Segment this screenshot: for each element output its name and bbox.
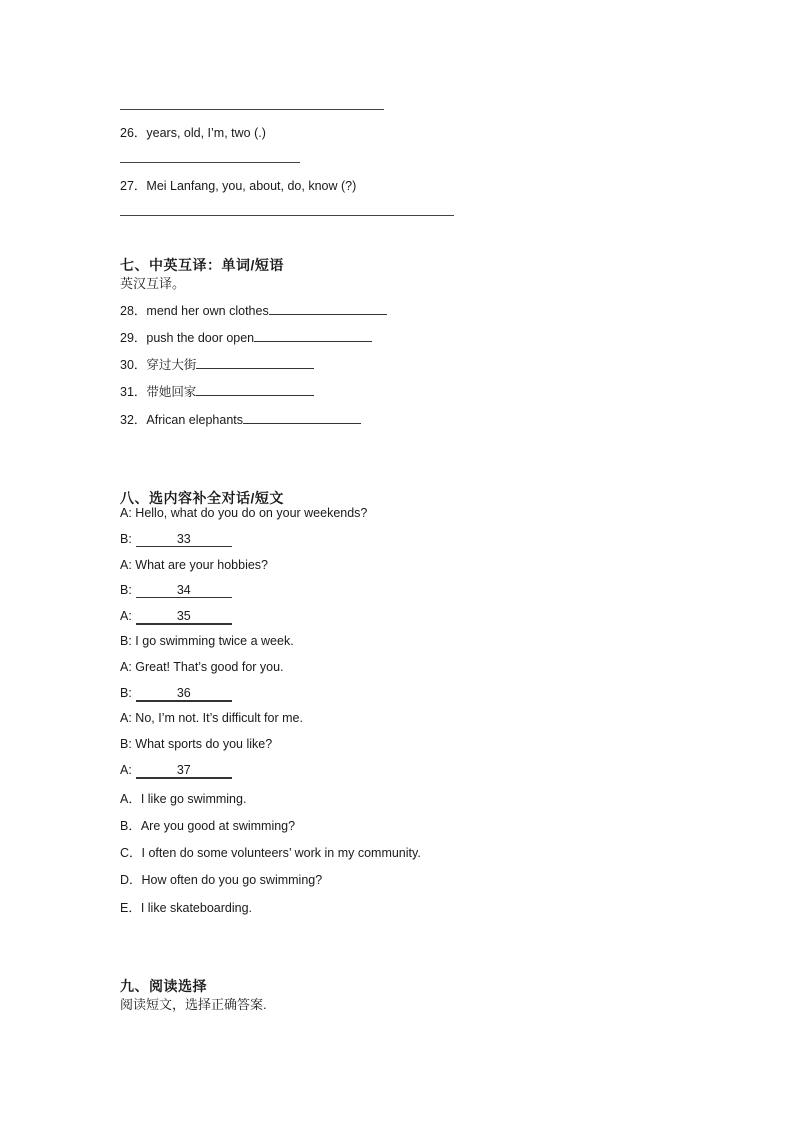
option-a: A．I like go swimming. — [120, 792, 247, 806]
answer-blank-33[interactable]: 33 — [136, 533, 232, 547]
answer-blank-35[interactable]: 35 — [136, 610, 232, 625]
section-7-instruction: 英汉互译。 — [120, 276, 186, 291]
speaker: A: — [120, 506, 132, 520]
dialogue-line — [120, 737, 272, 751]
option-b: B．Are you good at swimming? — [120, 819, 296, 833]
dialogue-text: Hello, what do you do on your weekends? — [135, 506, 368, 520]
translate-item-29 — [120, 328, 372, 346]
speaker: A: — [120, 558, 132, 572]
answer-blank-34[interactable]: 34 — [136, 584, 232, 598]
translate-prompt: 31．带她回家 — [120, 385, 197, 399]
dialogue-line — [120, 506, 367, 520]
option-e: E．I like skateboarding. — [120, 901, 253, 915]
option-d: D．How often do you go swimming? — [120, 873, 323, 887]
dialogue-text: I go swimming twice a week. — [135, 634, 294, 648]
dialogue-line — [120, 660, 284, 674]
dialogue-text: What sports do you like? — [135, 737, 273, 751]
answer-line-25[interactable] — [120, 109, 384, 110]
speaker: A: — [120, 711, 132, 725]
question-26: 26．years, old, I’m, two (.) — [120, 126, 266, 140]
translate-prompt: 32．African elephants — [120, 413, 243, 427]
dialogue-line — [120, 558, 268, 572]
translate-item-28 — [120, 301, 387, 319]
section-9-instruction: 阅读短文，选择正确答案. — [120, 997, 267, 1012]
translate-prompt: 28．mend her own clothes — [120, 304, 269, 318]
dialogue-line — [120, 686, 232, 702]
translate-prompt: 29．push the door open — [120, 331, 255, 345]
option-c: C．I often do some volunteers’ work in my community. — [120, 846, 421, 860]
question-27: 27．Mei Lanfang, you, about, do, know (?) — [120, 179, 357, 193]
dialogue-line — [120, 532, 232, 547]
translate-item-32 — [120, 410, 361, 428]
answer-blank[interactable] — [254, 329, 372, 342]
answer-blank-36[interactable]: 36 — [136, 687, 232, 702]
section-8-heading: 八、选内容补全对话/短文 — [120, 490, 284, 506]
speaker: B: — [120, 634, 132, 648]
speaker: B: — [120, 532, 132, 546]
translate-item-30 — [120, 355, 314, 373]
answer-blank[interactable] — [269, 302, 387, 315]
answer-blank[interactable] — [196, 356, 314, 369]
section-9-heading: 九、阅读选择 — [120, 978, 207, 994]
dialogue-line — [120, 609, 232, 625]
speaker: A: — [120, 660, 132, 674]
translate-item-31 — [120, 382, 314, 400]
translate-prompt: 30．穿过大街 — [120, 358, 197, 372]
speaker: B: — [120, 737, 132, 751]
dialogue-text: Great! That’s good for you. — [135, 660, 284, 674]
answer-blank-37[interactable]: 37 — [136, 764, 232, 779]
speaker: B: — [120, 686, 132, 700]
dialogue-line — [120, 711, 303, 725]
dialogue-line — [120, 583, 232, 598]
dialogue-line — [120, 763, 232, 779]
speaker: B: — [120, 583, 132, 597]
answer-blank[interactable] — [196, 383, 314, 396]
answer-line-26[interactable] — [120, 162, 300, 163]
answer-blank[interactable] — [243, 411, 361, 424]
dialogue-text: What are your hobbies? — [135, 558, 269, 572]
section-7-heading: 七、中英互译：单词/短语 — [120, 257, 284, 273]
dialogue-text: No, I’m not. It’s difficult for me. — [135, 711, 303, 725]
dialogue-line — [120, 634, 294, 648]
answer-line-27[interactable] — [120, 215, 454, 216]
speaker: A: — [120, 763, 132, 777]
speaker: A: — [120, 609, 132, 623]
